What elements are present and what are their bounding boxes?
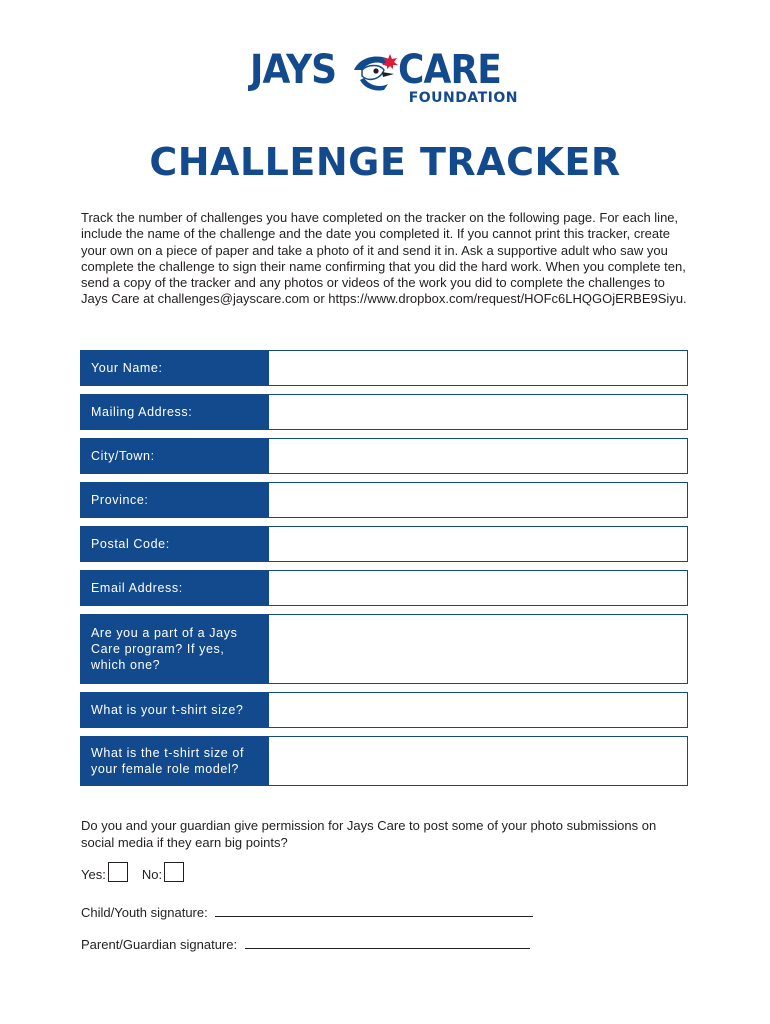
tshirt-size-field[interactable] <box>269 693 687 727</box>
permission-options <box>81 862 198 882</box>
name-field[interactable] <box>269 351 687 385</box>
field-label: Province: <box>81 483 269 517</box>
form-row-tshirt-size <box>80 692 688 728</box>
form-row-program <box>80 614 688 684</box>
parent-signature-label: Parent/Guardian signature: <box>81 937 238 952</box>
logo-word-care: CARE <box>398 47 501 93</box>
email-field[interactable] <box>269 571 687 605</box>
permission-question: Do you and your guardian give permission for Jays Care to post some of your photo submissions on social media if they earn big points? <box>81 818 657 850</box>
field-label: Mailing Address: <box>81 395 269 429</box>
page-title: CHALLENGE TRACKER <box>149 140 621 184</box>
logo-subtitle: FOUNDATION <box>408 90 518 106</box>
child-signature-label: Child/Youth signature: <box>81 905 208 920</box>
role-model-tshirt-size-field[interactable] <box>269 737 687 785</box>
form-row-mailing-address <box>80 394 688 430</box>
field-label: What is your t-shirt size? <box>81 693 269 727</box>
form-row-name <box>80 350 688 386</box>
child-signature-line[interactable] <box>215 904 533 917</box>
blue-jay-bird-icon <box>350 50 400 92</box>
form-row-province <box>80 482 688 518</box>
province-field[interactable] <box>269 483 687 517</box>
logo-word-jays: JAYS <box>250 47 337 93</box>
field-label: Your Name: <box>81 351 269 385</box>
field-label: City/Town: <box>81 439 269 473</box>
parent-signature-line[interactable] <box>245 936 530 949</box>
jays-care-logo <box>250 48 522 108</box>
no-checkbox[interactable] <box>164 862 184 882</box>
parent-signature-row <box>81 936 530 952</box>
instructions-paragraph: Track the number of challenges you have completed on the tracker on the following page. For each line, include the name of the challenge and the date you completed it. If you cannot print this tracker, create your own on a piece of paper and take a photo of it and send it in. Ask a supportive adult who saw you complete the challenge to sign their name confirming that you did the hard work. When you complete ten, send a copy of the tracker and any photos or videos of the work you did to complete the challenges to Jays Care at challenges@jayscare.com or https://www.dropbox.com/request/HOFc6LHQGOjERBE9Siyu. <box>81 210 687 307</box>
form-row-city <box>80 438 688 474</box>
no-label: No: <box>141 867 163 882</box>
postal-code-field[interactable] <box>269 527 687 561</box>
field-label: Email Address: <box>81 571 269 605</box>
field-label: Postal Code: <box>81 527 269 561</box>
program-field[interactable] <box>269 615 687 683</box>
yes-checkbox[interactable] <box>108 862 128 882</box>
form-row-role-model-tshirt-size <box>80 736 688 786</box>
form-row-email <box>80 570 688 606</box>
field-label: What is the t-shirt size of your female role model? <box>81 737 269 785</box>
child-signature-row <box>81 904 533 920</box>
mailing-address-field[interactable] <box>269 395 687 429</box>
form-row-postal-code <box>80 526 688 562</box>
field-label: Are you a part of a Jays Care program? If yes, which one? <box>81 615 269 683</box>
yes-label: Yes: <box>81 867 106 882</box>
city-field[interactable] <box>269 439 687 473</box>
